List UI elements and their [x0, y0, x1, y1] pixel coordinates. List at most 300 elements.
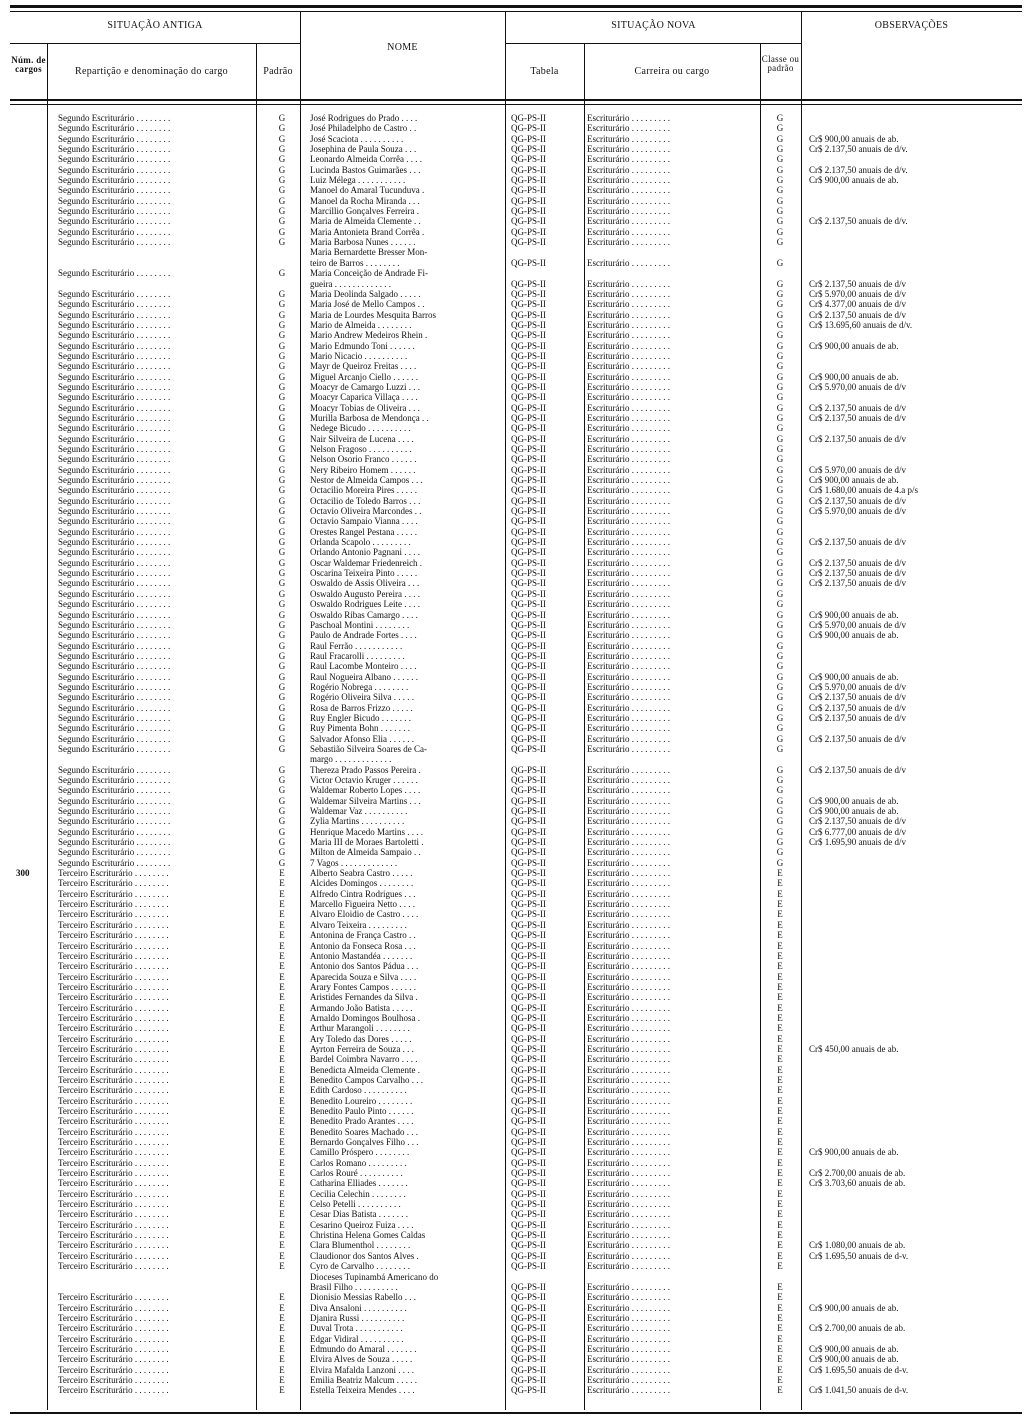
row-observacao: Cr$ 4.377,00 anuais de d/v: [809, 299, 906, 310]
row-nome: Oscarina Teixeira Pinto . . . . .: [310, 568, 418, 579]
row-carreira: Escriturário . . . . . . . . .: [587, 433, 670, 444]
table-row: [0, 1127, 1032, 1137]
header-carreira: Carreira ou cargo: [634, 66, 710, 77]
row-reparticao: Terceiro Escriturário . . . . . . . .: [58, 1323, 169, 1334]
row-classe: G: [776, 537, 784, 548]
row-classe: G: [776, 764, 784, 775]
table-row: [0, 847, 1032, 857]
row-carreira: Escriturário . . . . . . . . .: [587, 371, 670, 382]
row-carreira: Escriturário . . . . . . . . .: [587, 226, 670, 237]
row-carreira: Escriturário . . . . . . . . .: [587, 940, 670, 951]
row-padrao: E: [279, 961, 285, 972]
row-reparticao: Terceiro Escriturário . . . . . . . .: [58, 1385, 169, 1396]
table-row: [0, 1147, 1032, 1157]
row-carreira: Escriturário . . . . . . . . .: [587, 847, 670, 858]
row-tabela: QG-PS-II: [511, 464, 546, 475]
row-carreira: Escriturário . . . . . . . . .: [587, 1188, 670, 1199]
row-nome: margo . . . . . . . . . . . . .: [310, 754, 392, 765]
row-carreira: Escriturário . . . . . . . . .: [587, 681, 670, 692]
row-reparticao: Segundo Escriturário . . . . . . . .: [58, 175, 171, 186]
row-padrao: G: [278, 568, 286, 579]
row-observacao: Cr$ 900,00 anuais de ab.: [809, 1302, 899, 1313]
row-reparticao: Terceiro Escriturário . . . . . . . .: [58, 950, 169, 961]
row-classe: E: [777, 1074, 783, 1085]
row-padrao: E: [279, 1240, 285, 1251]
row-nome: Alberto Seabra Castro . . . . .: [310, 868, 413, 879]
top-rule-thin: [10, 11, 1022, 12]
row-classe: G: [776, 164, 784, 175]
row-nome: José Philadelpho de Castro . .: [310, 123, 417, 134]
row-padrao: G: [278, 330, 286, 341]
row-tabela: QG-PS-II: [511, 537, 546, 548]
row-tabela: QG-PS-II: [511, 475, 546, 486]
row-nome: Benedito Campos Carvalho . . .: [310, 1074, 423, 1085]
row-padrao: E: [279, 1126, 285, 1137]
row-classe: E: [777, 1085, 783, 1096]
row-classe: G: [776, 712, 784, 723]
row-carreira: Escriturário . . . . . . . . .: [587, 340, 670, 351]
table-row: [0, 1085, 1032, 1095]
row-tabela: QG-PS-II: [511, 630, 546, 641]
row-reparticao: Segundo Escriturário . . . . . . . .: [58, 268, 171, 279]
row-reparticao: Terceiro Escriturário . . . . . . . .: [58, 1147, 169, 1158]
table-row: [0, 1023, 1032, 1033]
row-reparticao: Segundo Escriturário . . . . . . . .: [58, 433, 171, 444]
row-reparticao: Terceiro Escriturário . . . . . . . .: [58, 1157, 169, 1168]
row-padrao: E: [279, 1064, 285, 1075]
table-row: [0, 382, 1032, 392]
row-carreira: Escriturário . . . . . . . . .: [587, 330, 670, 341]
row-padrao: G: [278, 381, 286, 392]
row-reparticao: Segundo Escriturário . . . . . . . .: [58, 330, 171, 341]
row-padrao: G: [278, 309, 286, 320]
row-carreira: Escriturário . . . . . . . . .: [587, 1002, 670, 1013]
row-nome: Elvira Alves de Souza . . . . .: [310, 1354, 413, 1365]
row-padrao: G: [278, 516, 286, 527]
table-body: [0, 113, 1032, 1396]
table-row: [0, 930, 1032, 940]
row-carreira: Escriturário . . . . . . . . .: [587, 278, 670, 289]
row-padrao: E: [279, 868, 285, 879]
row-padrao: E: [279, 1292, 285, 1303]
row-nome: Ruy Engler Bicudo . . . . . . .: [310, 712, 411, 723]
row-observacao: Cr$ 5.970,00 anuais de d/v: [809, 464, 906, 475]
table-row: [0, 361, 1032, 371]
row-carreira: Escriturário . . . . . . . . .: [587, 981, 670, 992]
row-nome: Cyro de Carvalho . . . . . . . .: [310, 1261, 410, 1272]
row-carreira: Escriturário . . . . . . . . .: [587, 1137, 670, 1148]
row-reparticao: Terceiro Escriturário . . . . . . . .: [58, 1302, 169, 1313]
row-carreira: Escriturário . . . . . . . . .: [587, 702, 670, 713]
row-nome: Murilla Barbosa de Mendonça . .: [310, 412, 429, 423]
row-tabela: QG-PS-II: [511, 330, 546, 341]
row-carreira: Escriturário . . . . . . . . .: [587, 1043, 670, 1054]
row-tabela: QG-PS-II: [511, 299, 546, 310]
row-reparticao: Terceiro Escriturário . . . . . . . .: [58, 1333, 169, 1344]
row-carreira: Escriturário . . . . . . . . .: [587, 216, 670, 227]
row-carreira: Escriturário . . . . . . . . .: [587, 743, 670, 754]
row-nome: Arthur Marangoli . . . . . . . .: [310, 1023, 410, 1034]
row-nome: Benedito Soares Machado . . .: [310, 1126, 418, 1137]
row-tabela: QG-PS-II: [511, 743, 546, 754]
row-reparticao: Segundo Escriturário . . . . . . . .: [58, 671, 171, 682]
row-nome: Nedege Bicudo . . . . . . . . . .: [310, 423, 411, 434]
row-tabela: QG-PS-II: [511, 599, 546, 610]
row-carreira: Escriturário . . . . . . . . .: [587, 1147, 670, 1158]
row-padrao: G: [278, 775, 286, 785]
row-padrao: G: [278, 588, 286, 599]
row-padrao: E: [279, 909, 285, 920]
row-reparticao: Terceiro Escriturário . . . . . . . .: [58, 1106, 169, 1116]
row-nome: Orestes Rangel Pestana . . . . .: [310, 526, 417, 537]
row-padrao: E: [279, 1374, 285, 1385]
row-padrao: E: [279, 1033, 285, 1044]
row-tabela: QG-PS-II: [511, 1002, 546, 1013]
row-observacao: Cr$ 900,00 anuais de ab.: [809, 609, 899, 620]
row-reparticao: Segundo Escriturário . . . . . . . .: [58, 775, 171, 785]
table-row: [0, 547, 1032, 557]
row-padrao: E: [279, 888, 285, 899]
row-nome: Edith Cardoso . . . . . . . . . .: [310, 1085, 407, 1096]
row-reparticao: Segundo Escriturário . . . . . . . .: [58, 661, 171, 672]
row-carreira: Escriturário . . . . . . . . .: [587, 154, 670, 165]
table-row: [0, 558, 1032, 568]
header-observacoes: OBSERVAÇÕES: [874, 20, 949, 31]
table-row: [0, 1365, 1032, 1375]
row-classe: G: [776, 557, 784, 568]
row-nome: Moacyr Tobias de Oliveira . . .: [310, 402, 420, 413]
row-tabela: QG-PS-II: [511, 257, 546, 268]
row-padrao: E: [279, 1137, 285, 1148]
header-nome: NOME: [387, 42, 418, 53]
row-nome: Maria Antonieta Brand Corrêa .: [310, 226, 425, 237]
row-nome: Antonina de França Castro . .: [310, 930, 416, 941]
row-nome: Catharina Elliades . . . . . . .: [310, 1178, 408, 1189]
row-nome: Nestor de Almeida Campos . . .: [310, 475, 423, 486]
row-carreira: Escriturário . . . . . . . . .: [587, 547, 670, 558]
row-nome: Mario Edmundo Toni . . . . . .: [310, 340, 415, 351]
row-tabela: QG-PS-II: [511, 1219, 546, 1230]
row-padrao: E: [279, 899, 285, 910]
row-observacao: Cr$ 2.137,50 anuais de d/v: [809, 712, 906, 723]
row-classe: E: [777, 909, 783, 920]
row-classe: G: [776, 423, 784, 434]
row-nome: Aristides Fernandes da Silva .: [310, 992, 418, 1003]
table-row: [0, 682, 1032, 692]
row-observacao: Cr$ 2.137,50 anuais de d/v: [809, 495, 906, 506]
row-reparticao: Terceiro Escriturário . . . . . . . .: [58, 992, 169, 1003]
row-nome: Antonio da Fonseca Rosa . . .: [310, 940, 416, 951]
row-reparticao: Terceiro Escriturário . . . . . . . .: [58, 1199, 169, 1210]
row-classe: E: [777, 1043, 783, 1054]
row-classe: E: [777, 971, 783, 982]
row-tabela: QG-PS-II: [511, 609, 546, 620]
header-bottom-rule-thin: [10, 104, 1022, 105]
row-observacao: Cr$ 2.137,50 anuais de d/v: [809, 309, 906, 320]
header-situacao-antiga: SITUAÇÃO ANTIGA: [107, 20, 203, 31]
row-classe: E: [777, 992, 783, 1003]
row-carreira: Escriturário . . . . . . . . .: [587, 299, 670, 310]
row-classe: G: [776, 433, 784, 444]
row-reparticao: Segundo Escriturário . . . . . . . .: [58, 133, 171, 144]
row-tabela: QG-PS-II: [511, 278, 546, 289]
row-carreira: Escriturário . . . . . . . . .: [587, 144, 670, 155]
row-observacao: Cr$ 2.137,50 anuais de d/v: [809, 692, 906, 703]
row-observacao: Cr$ 900,00 anuais de ab.: [809, 371, 899, 382]
row-padrao: E: [279, 981, 285, 992]
row-carreira: Escriturário . . . . . . . . .: [587, 775, 670, 785]
row-reparticao: Segundo Escriturário . . . . . . . .: [58, 599, 171, 610]
row-carreira: Escriturário . . . . . . . . .: [587, 1343, 670, 1354]
row-padrao: G: [278, 412, 286, 423]
table-row: [0, 796, 1032, 806]
row-classe: E: [777, 940, 783, 951]
table-row: [0, 713, 1032, 723]
row-classe: G: [776, 350, 784, 361]
row-tabela: QG-PS-II: [511, 526, 546, 537]
table-row: [0, 1013, 1032, 1023]
row-tabela: QG-PS-II: [511, 113, 546, 123]
row-reparticao: Terceiro Escriturário . . . . . . . .: [58, 1043, 169, 1054]
row-nome: Arnaldo Domingos Boulhosa .: [310, 1012, 420, 1023]
row-tabela: QG-PS-II: [511, 1333, 546, 1344]
row-tabela: QG-PS-II: [511, 1261, 546, 1272]
row-classe: E: [777, 1126, 783, 1137]
row-classe: G: [776, 847, 784, 858]
row-classe: G: [776, 609, 784, 620]
row-padrao: G: [278, 733, 286, 744]
row-reparticao: Segundo Escriturário . . . . . . . .: [58, 785, 171, 796]
row-observacao: Cr$ 2.137,50 anuais de d/v: [809, 568, 906, 579]
row-carreira: Escriturário . . . . . . . . .: [587, 619, 670, 630]
header-num-cargos: Núm. de cargos: [11, 55, 46, 74]
row-carreira: Escriturário . . . . . . . . .: [587, 640, 670, 651]
table-row: [0, 1054, 1032, 1064]
row-padrao: E: [279, 919, 285, 930]
row-tabela: QG-PS-II: [511, 350, 546, 361]
table-row: [0, 568, 1032, 578]
row-carreira: Escriturário . . . . . . . . .: [587, 475, 670, 486]
row-padrao: E: [279, 1219, 285, 1230]
row-carreira: Escriturário . . . . . . . . .: [587, 361, 670, 372]
row-tabela: QG-PS-II: [511, 1157, 546, 1168]
row-classe: G: [776, 733, 784, 744]
row-observacao: Cr$ 900,00 anuais de ab.: [809, 630, 899, 641]
row-observacao: Cr$ 1.695,90 anuais de d/v: [809, 837, 906, 848]
table-row: [0, 134, 1032, 144]
row-reparticao: Terceiro Escriturário . . . . . . . .: [58, 1354, 169, 1365]
row-carreira: Escriturário . . . . . . . . .: [587, 1323, 670, 1334]
row-reparticao: Segundo Escriturário . . . . . . . .: [58, 733, 171, 744]
row-carreira: Escriturário . . . . . . . . .: [587, 733, 670, 744]
row-padrao: G: [278, 175, 286, 186]
row-reparticao: Segundo Escriturário . . . . . . . .: [58, 764, 171, 775]
table-row: [0, 1313, 1032, 1323]
row-reparticao: Segundo Escriturário . . . . . . . .: [58, 154, 171, 165]
row-carreira: Escriturário . . . . . . . . .: [587, 1074, 670, 1085]
row-reparticao: Segundo Escriturário . . . . . . . .: [58, 619, 171, 630]
row-reparticao: Segundo Escriturário . . . . . . . .: [58, 712, 171, 723]
table-row: [0, 1209, 1032, 1219]
row-carreira: Escriturário . . . . . . . . .: [587, 1219, 670, 1230]
table-row: [0, 1075, 1032, 1085]
row-tabela: QG-PS-II: [511, 1012, 546, 1023]
row-classe: E: [777, 961, 783, 972]
row-reparticao: Terceiro Escriturário . . . . . . . .: [58, 1364, 169, 1375]
row-nome: Carlos Rouré . . . . . . . . . .: [310, 1168, 403, 1179]
row-padrao: G: [278, 723, 286, 734]
row-reparticao: Terceiro Escriturário . . . . . . . .: [58, 899, 169, 910]
row-classe: G: [776, 826, 784, 837]
row-nome: Octacilio Moreira Pires . . . . .: [310, 485, 417, 496]
row-classe: G: [776, 392, 784, 403]
table-row: [0, 527, 1032, 537]
row-padrao: E: [279, 992, 285, 1003]
row-padrao: G: [278, 547, 286, 558]
row-carreira: Escriturário . . . . . . . . .: [587, 516, 670, 527]
row-reparticao: Segundo Escriturário . . . . . . . .: [58, 123, 171, 134]
row-reparticao: Terceiro Escriturário . . . . . . . .: [58, 1178, 169, 1189]
row-tabela: QG-PS-II: [511, 1085, 546, 1096]
row-reparticao: Segundo Escriturário . . . . . . . .: [58, 288, 171, 299]
row-nome: Bardel Coimbra Navarro . . . .: [310, 1054, 418, 1065]
header-bottom-rule: [10, 99, 1022, 101]
row-classe: G: [776, 485, 784, 496]
row-classe: G: [776, 661, 784, 672]
table-row: [0, 1323, 1032, 1333]
row-classe: E: [777, 1023, 783, 1034]
row-carreira: Escriturário . . . . . . . . .: [587, 1064, 670, 1075]
row-classe: G: [776, 361, 784, 372]
row-padrao: G: [278, 702, 286, 713]
table-row: [0, 734, 1032, 744]
row-nome: Bernardo Gonçalves Filho . . .: [310, 1137, 419, 1148]
row-carreira: Escriturário . . . . . . . . .: [587, 712, 670, 723]
row-classe: G: [776, 795, 784, 806]
row-carreira: Escriturário . . . . . . . . .: [587, 123, 670, 134]
row-tabela: QG-PS-II: [511, 1209, 546, 1220]
row-nome: Thereza Prado Passos Pereira .: [310, 764, 421, 775]
row-carreira: Escriturário . . . . . . . . .: [587, 175, 670, 186]
row-nome: Rogério Nobrega . . . . . . . .: [310, 681, 409, 692]
table-row: [0, 1220, 1032, 1230]
row-carreira: Escriturário . . . . . . . . .: [587, 381, 670, 392]
row-carreira: Escriturário . . . . . . . . .: [587, 309, 670, 320]
row-padrao: E: [279, 1157, 285, 1168]
row-carreira: Escriturário . . . . . . . . .: [587, 506, 670, 517]
row-reparticao: Segundo Escriturário . . . . . . . .: [58, 361, 171, 372]
row-carreira: Escriturário . . . . . . . . .: [587, 526, 670, 537]
row-tabela: QG-PS-II: [511, 516, 546, 527]
row-classe: G: [776, 806, 784, 817]
row-reparticao: Terceiro Escriturário . . . . . . . .: [58, 868, 169, 879]
row-tabela: QG-PS-II: [511, 164, 546, 175]
row-reparticao: Segundo Escriturário . . . . . . . .: [58, 412, 171, 423]
row-padrao: G: [278, 402, 286, 413]
row-reparticao: Terceiro Escriturário . . . . . . . .: [58, 971, 169, 982]
row-classe: G: [776, 144, 784, 155]
row-padrao: G: [278, 371, 286, 382]
row-padrao: G: [278, 433, 286, 444]
row-tabela: QG-PS-II: [511, 847, 546, 858]
row-tabela: QG-PS-II: [511, 237, 546, 248]
row-carreira: Escriturário . . . . . . . . .: [587, 578, 670, 589]
row-nome: Milton de Almeida Sampaio . .: [310, 847, 421, 858]
row-reparticao: Terceiro Escriturário . . . . . . . .: [58, 1095, 169, 1106]
row-padrao: G: [278, 619, 286, 630]
row-padrao: E: [279, 1323, 285, 1334]
table-row: [0, 227, 1032, 237]
row-reparticao: Segundo Escriturário . . . . . . . .: [58, 609, 171, 620]
row-classe: G: [776, 526, 784, 537]
table-row: [0, 1106, 1032, 1116]
row-nome: Aparecida Souza e Silva . . . .: [310, 971, 417, 982]
row-classe: G: [776, 785, 784, 796]
row-padrao: E: [279, 1199, 285, 1210]
row-tabela: QG-PS-II: [511, 806, 546, 817]
row-classe: E: [777, 1106, 783, 1116]
row-reparticao: Terceiro Escriturário . . . . . . . .: [58, 1219, 169, 1230]
row-reparticao: Segundo Escriturário . . . . . . . .: [58, 557, 171, 568]
row-nome: Waldemar Silveira Martins . . .: [310, 795, 421, 806]
row-padrao: E: [279, 1333, 285, 1344]
row-nome: Benedito Prado Arantes . . . .: [310, 1116, 414, 1127]
row-observacao: Cr$ 2.137,50 anuais de d/v: [809, 733, 906, 744]
row-observacao: Cr$ 1.041,50 anuais de d-v.: [809, 1385, 909, 1396]
table-row: [0, 1137, 1032, 1147]
table-row: [0, 899, 1032, 909]
row-nome: Mayr de Queiroz Freitas . . . .: [310, 361, 417, 372]
row-tabela: QG-PS-II: [511, 795, 546, 806]
table-row: [0, 496, 1032, 506]
row-nome: gueira . . . . . . . . . . . . .: [310, 278, 391, 289]
row-reparticao: Terceiro Escriturário . . . . . . . .: [58, 1137, 169, 1148]
row-padrao: G: [278, 144, 286, 155]
table-row: [0, 1158, 1032, 1168]
table-row: [0, 485, 1032, 495]
row-nome: Maria Conceição de Andrade Fi-: [310, 268, 428, 279]
row-tabela: QG-PS-II: [511, 144, 546, 155]
header-tabela: Tabela: [530, 66, 559, 77]
row-reparticao: Segundo Escriturário . . . . . . . .: [58, 164, 171, 175]
row-nome: Clara Blumenthol . . . . . . . .: [310, 1240, 411, 1251]
row-carreira: Escriturário . . . . . . . . .: [587, 992, 670, 1003]
row-classe: E: [777, 1199, 783, 1210]
row-nome: Nair Silveira de Lucena . . . .: [310, 433, 414, 444]
row-tabela: QG-PS-II: [511, 381, 546, 392]
row-carreira: Escriturário . . . . . . . . .: [587, 350, 670, 361]
row-classe: E: [777, 1064, 783, 1075]
row-nome: Christina Helena Gomes Caldas: [310, 1230, 426, 1241]
row-carreira: Escriturário . . . . . . . . .: [587, 785, 670, 796]
table-row: [0, 961, 1032, 971]
row-nome: Maria José de Mello Campos . .: [310, 299, 425, 310]
row-observacao: Cr$ 2.700,00 anuais de ab.: [809, 1323, 906, 1334]
row-classe: E: [777, 1385, 783, 1396]
row-padrao: G: [278, 350, 286, 361]
row-tabela: QG-PS-II: [511, 961, 546, 972]
row-carreira: Escriturário . . . . . . . . .: [587, 764, 670, 775]
row-classe: G: [776, 650, 784, 661]
row-nome: Josephina de Paula Souza . . .: [310, 144, 417, 155]
row-tabela: QG-PS-II: [511, 661, 546, 672]
table-row: [0, 1251, 1032, 1261]
row-nome: Arary Fontes Campos . . . . . .: [310, 981, 416, 992]
row-carreira: Escriturário . . . . . . . . .: [587, 1292, 670, 1303]
row-reparticao: Segundo Escriturário . . . . . . . .: [58, 350, 171, 361]
row-tabela: QG-PS-II: [511, 185, 546, 196]
row-carreira: Escriturário . . . . . . . . .: [587, 630, 670, 641]
